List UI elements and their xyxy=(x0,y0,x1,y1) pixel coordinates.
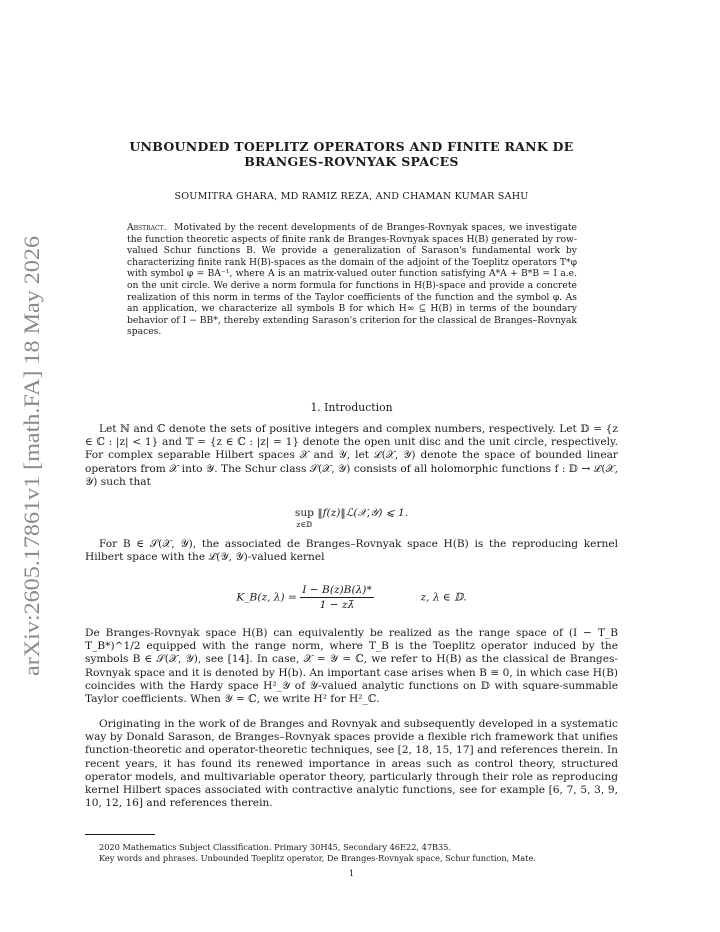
intro-paragraph-2 xyxy=(85,538,618,564)
section-heading-introduction: 1. Introduction xyxy=(310,401,393,414)
intro-paragraph-1 xyxy=(85,423,618,489)
title-line-1: UNBOUNDED TOEPLITZ OPERATORS AND FINITE RANK DE xyxy=(129,139,574,154)
equation-schur-class xyxy=(85,508,618,530)
paragraph-text: De Branges-Rovnyak space H(B) can equivalently be realized as the range space of (I − T_B T_B*)^1/2 equipped with the range norm, where T_B is the Toeplitz operator induced by the symbols B ∈ 𝒮(𝒳, 𝒴), see [14]. In case, 𝒳 = 𝒴 = ℂ, we refer to H(B) as the classical de Branges-Rovnyak space and it is denoted by H(b). An important case arises when B ≡ 0, in which case H(B) coincides with the Hardy space H²_𝒴 of 𝒴-valued analytic functions on 𝔻 with square-summable Taylor coefficients. When 𝒴 = ℂ, we write H² for H²_ℂ. xyxy=(85,627,618,706)
abstract-text: Motivated by the recent developments of de Branges-Rovnyak spaces, we investigate the function theoretic aspects of finite rank de Branges-Rovnyak spaces H(B) generated by row-valued Schur functions B. We provide a generalization of Sarason's fundamental work by characterizing finite rank H(B)-spaces as the domain of the adjoint of the Toeplitz operators T*φ with symbol φ = BA⁻¹, where A is an matrix-valued outer function satisfying A*A + B*B = I a.e. on the unit circle. We derive a norm formula for functions in H(B)-space and provide a concrete realization of this norm in terms of the Taylor coefficients of the function and the symbol φ. As an application, we characterize all symbols B for which H∞ ⊆ H(B) in terms of the boundary behavior of I − BB*, thereby extending Sarason's criterion for the classical de Branges–Rovnyak spaces. xyxy=(127,222,577,338)
intro-paragraph-4 xyxy=(85,718,618,810)
footnote-keywords: Key words and phrases. Unbounded Toeplitz operator, De Branges-Rovnyak space, Schur function, Mate. xyxy=(99,853,536,863)
abstract xyxy=(127,222,577,338)
arxiv-identifier: arXiv:2605.17861v1 [math.FA] 18 May 2026 xyxy=(19,265,44,676)
abstract-heading: Abstract. xyxy=(127,222,167,233)
eq-kernel-numerator: I − B(z)B(λ)* xyxy=(302,584,372,596)
eq-kernel-lhs: K_B(z, λ) = xyxy=(236,591,297,604)
arxiv-stamp xyxy=(8,232,52,676)
equation-kernel xyxy=(85,584,618,611)
footnote-rule xyxy=(85,834,155,835)
page-number: 1 xyxy=(348,868,355,878)
eq-kernel-condition: z, λ ∈ 𝔻. xyxy=(420,591,467,604)
author-list: SOUMITRA GHARA, MD RAMIZ REZA, AND CHAMAN KUMAR SAHU xyxy=(174,191,529,202)
eq-sup-subscript: z∈𝔻 xyxy=(296,520,313,529)
eq-norm: ‖f(z)‖ℒ(𝒳,𝒴) ⩽ 1. xyxy=(317,507,409,519)
eq-sup: sup xyxy=(294,507,314,519)
intro-paragraph-3 xyxy=(85,627,618,706)
title-line-2: BRANGES-ROVNYAK SPACES xyxy=(244,154,459,169)
paragraph-text: Originating in the work of de Branges and Rovnyak and subsequently developed in a systematic way by Donald Sarason, de Branges–Rovnyak spaces provide a flexible rich framework that unifies function-theoretic and operator-theoretic techniques, see [2, 18, 15, 17] and references therein. In recent years, it has found its renewed importance in areas such as control theory, structured operator models, and multivariable operator theory, particularly through their role as reproducing kernel Hilbert spaces associated with contractive analytic functions, see for example [6, 7, 5, 3, 9, 10, 12, 16] and references therein. xyxy=(85,718,618,810)
eq-kernel-fraction xyxy=(300,584,374,611)
paragraph-text: Let ℕ and ℂ denote the sets of positive integers and complex numbers, respectively. Let 𝔻 = {z ∈ ℂ : |z| < 1} and 𝕋 = {z ∈ ℂ : |z| = 1} denote the open unit disc and the unit circle, respectively. For complex separable Hilbert spaces 𝒳 and 𝒴, let ℒ(𝒳, 𝒴) denote the space of bounded linear operators from 𝒳 into 𝒴. The Schur class 𝒮(𝒳, 𝒴) consists of all holomorphic functions f : 𝔻 → ℒ(𝒳, 𝒴) such that xyxy=(85,423,618,488)
footnote-msc: 2020 Mathematics Subject Classification. Primary 30H45, Secondary 46E22, 47B35. xyxy=(99,842,452,852)
paper-title xyxy=(85,139,618,169)
eq-kernel-denominator: 1 − zλ̄ xyxy=(319,599,355,611)
paragraph-text: For B ∈ 𝒮(𝒳, 𝒴), the associated de Branges–Rovnyak space H(B) is the reproducing kernel Hilbert space with the ℒ(𝒴, 𝒴)-valued kernel xyxy=(85,538,618,564)
